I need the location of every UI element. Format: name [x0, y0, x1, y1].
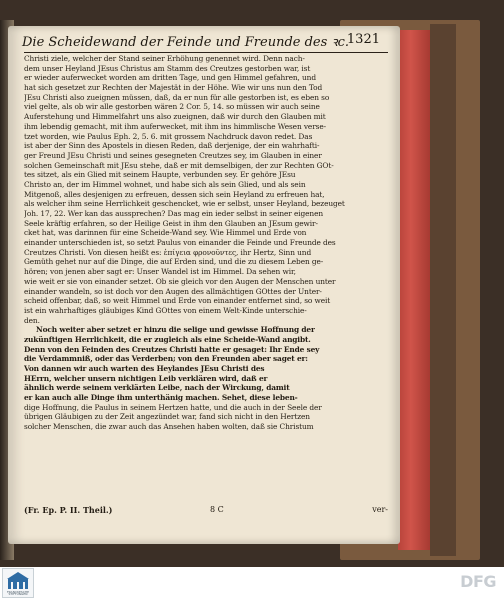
text-line: einander wandeln, so ist doch vor den Augen des allmächtigen GOttes der Unter-: [24, 286, 322, 296]
header-rule: [24, 52, 388, 53]
book-cover-edge: [430, 24, 456, 556]
text-line: Noch weiter aber setzet er hinzu die selige und gewisse Hoffnung der: [36, 325, 315, 335]
logo-label: FRANCKESCHE STIFTUNGEN: [6, 591, 30, 595]
body-text: [24, 54, 388, 506]
sheet-mark: 8 C: [210, 505, 224, 514]
signature-mark: (Fr. Ep. P. II. Theil.): [24, 505, 113, 515]
text-line: hören; von jenen aber sagt er: Unser Wandel ist im Himmel. Da sehen wir,: [24, 267, 296, 277]
text-line: Christo an, der im Himmel wohnet, und habe sich als sein Glied, und als sein: [24, 179, 306, 189]
text-line: Joh. 17, 22. Wer kan das aussprechen? Das mag ein ieder selbst in seiner eigenen: [24, 209, 324, 218]
franckesche-stiftungen-logo[interactable]: [2, 568, 34, 598]
dfg-logo: DFG: [460, 572, 496, 591]
text-line: ist aber der Sinn des Apostels in diesen Reden, daß derjenige, der ein wahrhafti-: [24, 141, 320, 151]
red-page-edges: [398, 30, 430, 550]
text-line: dige Hoffnung, die Paulus in seinem Hertzen hatte, und die auch in der Seele der: [24, 402, 322, 412]
text-line: er kan auch alle Dinge ihm unterthänig machen. Sehet, diese leben-: [24, 393, 298, 403]
text-line: solchen Gemeinschaft mit JEsu stehe, daß er mit demselbigen, der zur Rechten GOt-: [24, 160, 334, 170]
text-line: Mitgenoß, alles desjenigen zu erfreuen, dessen sich sein Heyland zu erfreuen hat,: [24, 189, 325, 199]
text-line: ihm lebendig gemacht, mit ihm auferwecket, mit ihm ins himmlische Wesen verse-: [24, 121, 326, 131]
text-line: JEsu Christi also zueignen müssen, daß, da er nun für alle gestorben ist, es eben so: [24, 92, 330, 102]
text-line: einander unterschieden ist, so setzt Paulus von einander die Feinde und Freunde des: [24, 238, 336, 248]
text-line: zukünftigen Herrlichkeit, die er zugleich als eine Scheide-Wand angibt.: [24, 334, 311, 344]
text-line: hat sich gesetzet zur Rechten der Majestät in der Höhe. Wie wir uns nun den Tod: [24, 83, 323, 93]
text-line: solcher Menschen, die zwar auch das Ansehen haben wolten, daß sie Christum: [24, 422, 314, 432]
text-line: dem unser Heyland JEsus Christus am Stamm des Creutzes gestorben war, ist: [24, 63, 311, 73]
text-line: Seele kräftig erfahren, so der Heilige Geist in ihm den Glauben an JEsum gewir-: [24, 218, 318, 228]
text-line: Denn von den Feinden des Creutzes Christi hatte er gesaget: Ihr Ende sey: [24, 344, 320, 354]
text-line: als welcher ihm seine Herrlichkeit geschencket, wie er selbst, unser Heyland, bezeuget: [24, 199, 345, 209]
text-line: tzet worden, wie Paulus Eph. 2, 5. 6. mit grossem Nachdruck davon redet. Das: [24, 131, 313, 141]
text-line: die Verdammniß, oder das Verderben; von den Freunden aber saget er:: [24, 354, 308, 364]
text-line: viel gelte, als ob wir alle gestorben wären 2 Cor. 5, 14. so müssen wir auch seine: [24, 102, 320, 112]
running-title: Die Scheidewand der Feinde und Freunde des ꝛc.: [22, 35, 349, 50]
text-line: Christi ziele, welcher der Stand seiner Erhöhung genennet wird. Denn nach-: [24, 54, 305, 63]
running-header: [22, 32, 390, 50]
catchword: ver-: [372, 505, 388, 514]
text-line: ähnlich werde seinem verklärten Leibe, nach der Wirckung, damit: [24, 383, 290, 393]
text-line: ist ein wahrhaftiges gläubiges Kind GOttes von einem Welt-Kinde unterschie-: [24, 305, 307, 315]
text-line: ger Freund JEsu Christi und seines gesegneten Creutzes sey, im Glauben in einer: [24, 150, 322, 160]
viewer-footer-bar: [0, 567, 504, 597]
text-line: Creutzes Christi. Von diesen heißt es: ἐπίγεια φρονοῦντες, ihr Hertz, Sinn und: [24, 247, 312, 257]
building-icon: [6, 571, 30, 591]
page-number: 1321: [346, 32, 380, 47]
text-line: tes sitzet, als ein Glied mit seinem Haupte, verbunden sey. Er gehöre JEsu: [24, 170, 296, 180]
text-line: übrigen Gläubigen zu der Zeit angezündet war, fand sich nicht in den Hertzen: [24, 412, 310, 422]
text-line: Auferstehung und Himmelfahrt uns also zueignen, daß wir durch den Glauben mit: [24, 112, 326, 122]
text-line: HErrn, welcher unsern nichtigen Leib verklären wird, daß er: [24, 373, 268, 383]
page-footer: [24, 505, 388, 517]
text-line: cket hat, was darinnen für eine Scheide-Wand sey. Wie Himmel und Erde von: [24, 228, 307, 238]
text-line: Von dannen wir auch warten des Heylandes JEsu Christi des: [24, 364, 265, 373]
text-line: wie weit er sie von einander setzet. Ob sie gleich vor den Augen der Menschen unter: [24, 276, 336, 286]
text-line: er wieder auferwecket worden am dritten Tage, und gen Himmel gefahren, und: [24, 73, 316, 83]
text-line: scheid offenbar, daß, so weit Himmel und Erde von einander entfernet sind, so weit: [24, 296, 331, 306]
text-line: Gemüth gehet nur auf die Dinge, die auf Erden sind, und die zu diesem Leben ge-: [24, 257, 324, 267]
text-line: den.: [24, 315, 40, 325]
